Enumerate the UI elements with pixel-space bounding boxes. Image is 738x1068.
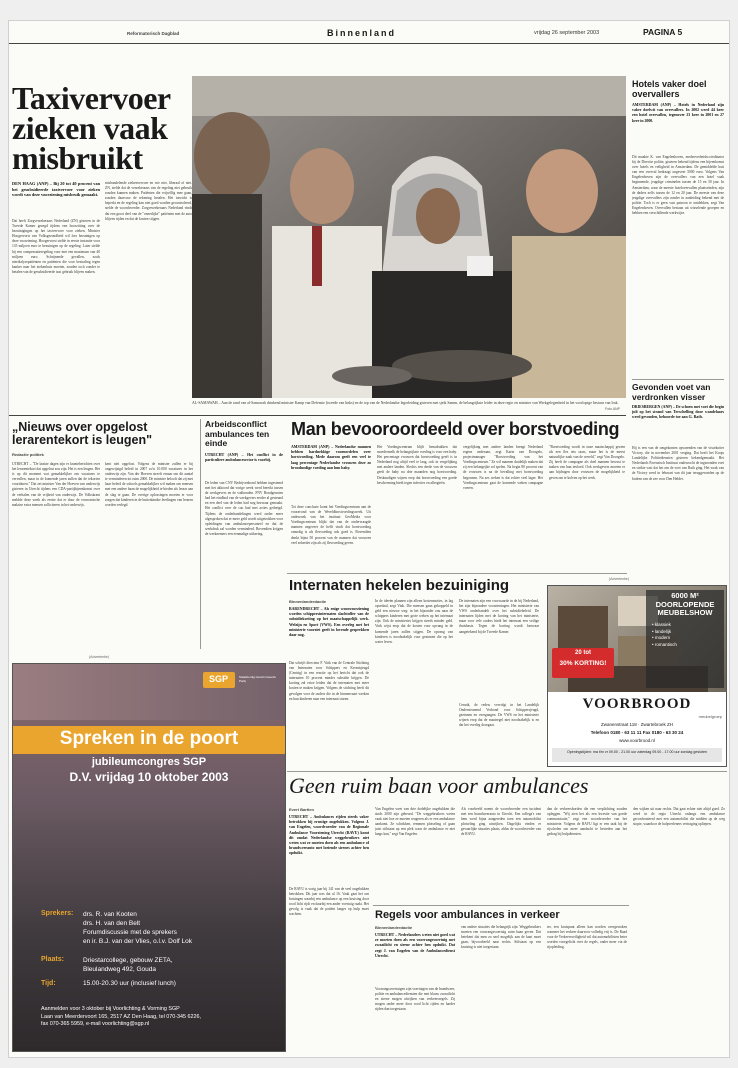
photo-credit: Foto ANP: [605, 407, 620, 411]
ambulances-body-col5: den wijken uit naar rechts. Dat gaat echter niet altijd goed. Zo werd in de regio Utrecht onlangs een ambulance geconfronteerd met een automobilist die midden op de weg stopte, waardoor de hulpverleners vertraging opliepen.: [633, 807, 725, 827]
taxi-body-col1: Dat heeft Zorgverzekeraars Nederland (ZN) gisteren in de Tweede Kamer gezegd tijdens een hoorzitting over de bezuinigingen op het taxivervoer voor zieken. Minister Hoogervorst van Volksgezondheid wil fors bezuinigen op deze voorziening. Hoogervorst stelde in eerste instantie voor 135 miljoen euro te bezuinigen op de regeling. Later stelde hij een compensatieregeling voor met een maximum van 40 miljoen euro. Schrijnende gevallen, zoals nierdialysepatiënten en patiënten die voor bestraling tegen kanker naar het ziekenhuis moeten, zouden toch zonder te betalen van de gesubsidieerde taxi gebruik blijven maken.: [12, 219, 100, 274]
meubel-brand-sub: meubelgroep: [698, 714, 722, 719]
meubel-headline-line: MEUBELSHOW: [657, 608, 713, 617]
internaten-body-col4: Cenuik, de reden, vervolgt in het Landelijk Ondersteunend Verbond voor Schippersjeugd, gezinnen en overgangen. De VWS en het ministerie wijzen erop dat de maatregel niet noodzakelijk is en dat het overleg doorgaat.: [459, 703, 539, 728]
meubel-headline-line: DOORLOPENDE: [655, 599, 715, 609]
page-number: PAGINA 5: [643, 27, 683, 37]
leraren-body-col2: kent niet opgelost. Volgens de minister zullen er bij ongewijzigd beleid in 2007 zo'n 10.000 vacatures in het onderwijs zijn. Van der Hoeven streeft ernaar om dit aantal te verminderen tot ruim 2000. De minister belooft dat zij met haar beleid de schools gemakkelijker wil maken om mensen met een andere baan de mogelijkheid te bieden als leraar aan de slag te gaan. De overige oplossingen moeten er voor zorgen dat kinderen in de buitenlandse leerlingen van leraren worden verlegd.: [105, 462, 193, 507]
photo-illustration: [192, 76, 626, 398]
internaten-body-col3: De internaten zijn een voorwaarde in de bij Nederland, het zijn bijzondere voorzieningen. Het ministerie van VWS onderhandelt over het subsidiebeleid. De internaten lijden met de korting van het ministerie, maar voor vele ouders biedt het internaat een veilige thuisbasis. Tegen de korting wordt bezwaar aangetekend bij de Tweede Kamer.: [459, 599, 539, 634]
sgp-logo-subtitle: Staatkundig Gereformeerde Partij: [239, 675, 277, 683]
meubel-style-label: klassiek: [654, 622, 671, 627]
section-rule-1: [9, 415, 626, 416]
meubel-style-item: • modern: [652, 635, 671, 640]
sgp-footer: [41, 1006, 281, 1029]
sgp-advertisement[interactable]: [12, 663, 286, 1052]
regels-body-col3: ter, een kruispunt alleen kan worden overgestoken wanneer het verkeer daarvoor volledig vrij is. De Raad voor de Verkeersveiligheid wil dat automobilisten beter worden voorgelicht over de regels, onder meer via de rijopleiding.: [547, 925, 627, 950]
taxi-intro: DEN HAAG (ANP) – Bij 20 tot 40 procent van het gesubsidieerde taxivervoer voor zieken wordt van deze voorziening misbruik gemaakt.: [12, 181, 100, 198]
meubel-style-item: • klassiek: [652, 622, 671, 627]
hotels-headline: Hotels vaker doel overvallers: [632, 79, 707, 99]
sgp-speakers-label: Sprekers:: [41, 910, 74, 917]
sgp-speaker: drs. R. van Kooten: [83, 911, 137, 918]
ambulances-body-col3: Als voorbeeld noemt de woordvoerder een incident met een brandweerauto in Utrecht. Een collega's van hem werd bijna aangereden toen een automobilist plotseling ging uitwijken. Dagelijks vinden er gevaarlijke situaties plaats, aldus de woordvoerder van de RAVU.: [461, 807, 541, 837]
internaten-byline: Binnenlandredactie: [289, 599, 327, 604]
sgp-footer-line: Aanmelden voor 3 oktober bij Voorlichting & Vorming SGP: [41, 1006, 180, 1012]
meubel-advertisement[interactable]: [547, 585, 727, 767]
sgp-speakers-list: [83, 910, 192, 946]
borst-intro: AMSTERDAM (ANP) – Nederlandse mannen hebben hardnekkige vooroordelen over borstvoeding. Mede daarom geeft een veel te laag percentage Nederlandse vrouwen deze zo broodnodige voeding aan hun baby.: [291, 445, 371, 470]
arbeid-headline: Arbeidsconflict ambulances ten einde: [205, 419, 270, 448]
arbeid-intro: UTRECHT (ANP) – Het conflict in de particuliere ambulancesector is voorbij.: [205, 453, 283, 463]
meubel-style-label: landelijk: [654, 628, 672, 634]
borst-headline: Man bevooroordeeld over borstvoeding: [291, 419, 620, 439]
sgp-speaker: drs. H. van den Belt: [83, 920, 141, 927]
visser-headline: Gevonden voet van verdronken visser: [632, 382, 711, 402]
internaten-headline: Internaten hekelen bezuiniging: [289, 577, 510, 594]
regels-body-col2: van andere situaties die belangrijk zijn. Weggebruikers moeten een voorrangsvoertuig ruim baan geven. Dat betekent dat men zo snel mogelijk aan de kant moet gaan, bijvoorbeeld naar rechts. Stilstaan op een kruising is niet toegestaan.: [461, 925, 541, 950]
regels-body-col1: Voorrangsvoertuigen zijn voertuigen van de brandweer, politie en ambulancediensten die met blauw zwaailicht en sirene mogen afwijken van verkeersregels. Zij mogen onder meer door rood licht rijden en harder rijden dan toegestaan.: [375, 987, 455, 1012]
internaten-body-col2: In de ideeën plannen zijn alleen kostenmoties, in lag opsedaal, zegt Vink. Die mensen gaan gekoppeld in geld een nieuwe weg: in het bijzonder zou naar de schippers kinderen met grote weken op het internaat zijn. Ook de ministeries krijgen steeds minder geld. Vink wijst erop dat de kosten voor opvang in de komende jaren zullen stijgen. De opvang van kinderen is noodzakelijk voor gezinnen die op het water leven.: [375, 599, 453, 644]
meubel-brand: VOORBROOD: [582, 696, 692, 712]
leraren-body-col1: UTRECHT – "De laatste dagen zijn er kranteberichten over het lerarentekort dat opgelost zou zijn. Het is een leugen. Het is op dit moment wat gemakkelijker om vacatures te vervullen, maar in de komende jaren zullen dat de tekorten voortduren." Dat zei minister Van der Hoeven van onderwijs gisteren in Utrecht tijdens een CDA-partijbijeenkomst over de verhalen van de vrijheid van onderwijs. De Volkskrant meldde deze week als eerste dat er door de economische malaise extra mensen solliciteren in het onderwijs.: [12, 462, 100, 507]
sgp-place: [83, 956, 172, 974]
adv-label-right: (Advertentie): [609, 577, 630, 581]
meubel-web[interactable]: www.voorbrood.nl: [619, 738, 655, 743]
regels-headline: Regels voor ambulances in verkeer: [375, 909, 560, 921]
meubel-hours: Openingstijden: ma t/m vr 09.00 - 21.00 uur zaterdag 09.00 - 17.00 uur zondag gesloten: [566, 750, 708, 754]
sgp-subtitle: jubileumcongres SGP: [91, 756, 207, 768]
adv-label-left: (Advertentie): [89, 655, 110, 659]
sgp-place-line: Bleulandweg 492, Gouda: [83, 966, 157, 973]
meubel-discount-line2: 30% KORTING!: [559, 660, 607, 667]
arbeid-body: De leden van CNV Bedrijvenbond hebben ingestemd met het akkoord dat vorige week werd bereikt tussen de werkgevers en de vakbonden. FNV Bondgenoten had het eindbod van de werkgevers eerder al gesteund en een deel van de leden had nog bezwaar gemaakt. Het conflict over de cao had met acties gedreigd. Tijdens de onderhandelingen werd onder meer afgesproken dat er meer geld wordt uitgetrokken voor opleidingen van ambulancepersoneel en dat de werkdruk zal worden verminderd. Bovendien krijgen de werknemers een eenmalige uitkering.: [205, 481, 283, 536]
sgp-time: 15.00-20.30 uur (inclusief lunch): [83, 980, 176, 987]
sgp-date: D.V. vrijdag 10 oktober 2003: [69, 770, 229, 784]
section-title: Binnenland: [327, 28, 396, 38]
hotels-body: Dit maakte K. van Engelenhoven, medeoverheidscoördinator bij de Directie politie, gisteren bekend tijdens een bijeenkomst over hotels en veiligheid in Amsterdam. De gemiddelde buit van een overval bedraagt ongeveer 5000 euro. Volgens Van Engelenhoven zijn de overvallers van een hotel vaak beginnende, jeugdige criminelen tussen de 15 en 30 jaar. In Amsterdam, waar de meeste hotelovervallen plaatsvinden, zijn de daders zelfs tussen de 12 en 20 jaar. De meeste van deze jeugdige overvallers zijn zonder in aanleiding bekend met de politie. Toch is er geen vast patroon te ontdekken, zegt Van Engelenhoven. Overvallen bestaan uit wisselende groepen en hebben een verschillende werkwijze.: [632, 155, 724, 216]
borst-body-col1: Tot deze conclusie komt het Voedingscentrum aan de vooravond van de Wereldborstvoedingsweek. Uit onderzoek van het instituut GeoMedia voor Voedingscentrum blijkt dat van de ondervraagde mannen ongeveer de helft vindt dat borstvoeding onnodig is als flesvoeding ook goed is. Bovendien denkt bijna 50 procent van de mannen dat vrouwen veel zekerder zijn als zij flesvoeding geven.: [291, 505, 371, 545]
regels-divider: [373, 905, 629, 906]
sgp-title: Spreken in de poort: [59, 728, 239, 749]
ambulances-body-col1: De RAVU is vorig jaar bij 141 van de veel ongelukken betrokken. Dit jaar was dat al 16. Vaak gaat het om botsingen waarbij een ambulance op een kruising door rood licht rijdt en daarbij een ander voertuig raakt. Het gevolg is vaak dat de patiënt langer op hulp moet wachten.: [289, 887, 369, 917]
sgp-speaker: Forumdiscussie met de sprekers: [83, 929, 177, 936]
meubel-phone: Telefoon 0180 - 63 11 11 Fax 0180 - 63 30 24: [590, 730, 684, 735]
sgp-logo-text: SGP: [209, 674, 229, 684]
meubel-headline: [648, 592, 722, 618]
visser-body: Hij is een van de omgekomen opvarenden van de vissekotter Victory, die in november 2001 verging. Dat heeft het Korps Landelijke Politiediensten gisteren bekendgemaakt. Het Nederlands Forensisch Instituut onderzocht de ingezonden voet en strikte vast dat het om de voet van Rath ging. Het wrak van de Victory werd in februari van dit jaar teruggevonden op de bodem van de zee voor Den Helder.: [632, 446, 724, 481]
taxi-body-col2: mishandelende ziekenvervoer en wie niet, liberaal of niet. ZN, stelde dat de verzekeraars van de regeling niet gebruik zouden kunnen maken. Patiënten die vrijwillig mee gaan, zouden daarvoor de rekening betalen. Het toezicht is beperkt en de regeling kan niet goed worden gecontroleerd, stelde de woordvoerder. Zorgverzekeraars Nederland vindt dat een groot deel van de "oneerlijke" patiënten met de auto blijven rijden en dat de kosten stijgen.: [105, 181, 192, 221]
date-label: vrijdag 26 september 2003: [534, 30, 600, 36]
meubel-discount-line1: 20 tot: [574, 650, 591, 656]
arbeid-divider: [200, 419, 201, 649]
news-photo: [192, 76, 626, 398]
regels-intro: UTRECHT – Nederlanders weten niet goed wat ze moeten doen als een voorrangsvoertuig met zwaailicht en sirene achter hen opduikt. Dat zegt J. van Engelen van de Ambulancedienst Utrecht.: [375, 933, 455, 958]
meubel-headline-line: 6000 M²: [671, 591, 699, 600]
hotels-divider: [632, 379, 724, 380]
ambulances-body-col2: Van Engelen weet van drie dodelijke ongelukken die sinds 2000 zijn gebeurd. "De weggebruikers weten vaak niet hoe ze moeten reageren als er een ambulance aankomt. Ze schrikken, remmen plotseling of gaan juist stilstaan op een plek waar de ambulance er niet langs kan," zegt Van Engelen.: [375, 807, 455, 837]
ambulances-headline: Geen ruim baan voor ambulances: [289, 773, 589, 798]
meubel-style-item: • landelijk: [652, 628, 672, 634]
ambulances-body-col4: dan de verkeersborden die een verplichting zouden opleggen. "Wij zien het als een kwestie van goede communicatie," zegt een woordvoerder van het ministerie. Volgens de RAVU ligt er een taak bij de rijscholen om meer aandacht te besteden aan het gedrag bij hulpdiensten.: [547, 807, 627, 837]
taxi-headline: Taxivervoer zieken vaak misbruikt: [12, 80, 171, 176]
meubel-style-label: modern: [654, 635, 671, 640]
regels-byline: Binnenlandredactie: [375, 925, 413, 930]
section-rule-2: [287, 573, 627, 574]
borst-body-col2: Het Voedingscentrum blijft benadrukken dat moedermelk de belangrijkste voeding is voor een baby. Het percentage vrouwen dat borstvoeding geeft is in Nederland nog altijd veel te laag, ook in vergelijking met andere landen. Slechts een derde van de vrouwen geeft de baby na drie maanden nog borstvoeding. Deskundigen wijzen erop dat borstvoeding een goede bescherming biedt tegen infecties en allergieën.: [377, 445, 457, 485]
paper-name: Reformatorisch Dagblad: [127, 31, 180, 36]
meubel-address: Zwanenstraat 118 · Zwartebroek ZH: [601, 722, 673, 727]
internaten-intro: BARENDRECHT – Als enige woonvoorziening worden schippersinternaten slachtoffer van de subsidiekorting op het maatschappelijk werk. Welzijn en Sport (VWS). Een overleg met het ministerie voorziet geeft in lovende gesprekken daar nog.: [289, 607, 369, 638]
section-rule-3: [287, 771, 727, 772]
ambulances-intro: UTRECHT – Ambulances rijden steeds vaker betrokken bij ernstige ongelukken. Volgens J. van Engelen, woordvoerder van de Regionale Ambulance Voorziening Utrecht (RAVU) komt dit omdat Nederlandse weggebruikers niet weten wat ze moeten doen als een ambulance of brandweerauto met loeiende sirenes achter hen opduikt.: [289, 815, 369, 856]
hotels-intro: AMSTERDAM (ANP) – Hotels in Nederland zijn vaker doelwit van overvallers. In 2002 werd 44 keer een hotel overvallen, tegenover 23 keer in 2001 en 27 keer in 2000.: [632, 103, 724, 123]
visser-intro: DRIESBERGEN (ANP) – De schoen met voet die begin juli op het strand van Terschelling door wandelaars werd gevonden, behoorde toe aan G. Rath.: [632, 405, 724, 420]
sgp-place-line: Driestarcollege, gebouw ZETA,: [83, 957, 173, 964]
newspaper-page: [8, 20, 730, 1058]
sgp-time-label: Tijd:: [41, 980, 56, 987]
leraren-byline: Redactie politiek: [12, 452, 44, 457]
borst-body-col4: "Borstvoeding wordt in onze maatschappij gezien als een fles iets raars, maar het is de meest natuurlijke zaak van de wereld," zegt Van Doorgelo. Zij heeft de campagne als doel mannen bewust te maken van hun invloed. Ook werkgevers moeten er aan bijdragen door vrouwen de mogelijkheid te geven om te kolven op het werk.: [549, 445, 625, 480]
meubel-style-item: • romantisch: [652, 641, 677, 647]
internaten-body-col1: Dat schrijft directeur F. Vink van de Centrale Stichting van Internaten voor Schippers en Kermisjeugd (Centrig) in een reactie op het bericht dat ook de internaten 10 procent minder subsidie krijgen. De korting zal ertoe leiden dat de internaten met meer kosten te maken krijgen. Volgens de stichting heeft dit gevolgen voor de ouders die in de binnenvaart werken en hun kinderen naar een internaat sturen.: [289, 661, 369, 701]
sgp-footer-line: fax 070-365 5959, e-mail voorlichting@sgp.nl: [41, 1021, 150, 1027]
meubel-styles-list: [652, 622, 677, 648]
masthead-rule: [9, 43, 729, 44]
meubel-style-label: romantisch: [654, 641, 677, 647]
borst-body-col3: vergelijking met andere landen brengt Nederland ergens onderaan, zegt Karin van Doorgelo, projectmanager "Borstvoeding van het Voedingscentrum." Ze wil mannen duidelijk maken dat zij een belangrijke rol spelen. Na begin 80 procent van de vrouwen is na de bevalling met borstvoeding begonnen. Na zes weken is dat echter veel lager. Het Voedingscentrum gaat de komende weken campagne voeren.: [463, 445, 543, 490]
sgp-footer-line: Laan van Meerdervoort 165, 2517 AZ Den Haag, tel 070-345 6226,: [41, 1013, 202, 1020]
sgp-place-label: Plaats:: [41, 956, 64, 963]
photo-caption: AL-SAMAWAH – Aan de rand van al-Samawah drinkend minister Kamp van Defensie (tweede van links) en de top van de Nederlandse legerleiding gisteren met sjeik Samm, de belangrijkste leider in deze regio en minister van Werkgelegenheid in het voorlopige bestuur van Irak.: [192, 401, 619, 405]
ambulances-byline: Evert Bartlen: [289, 807, 314, 812]
sgp-ad-header: [13, 664, 285, 720]
sgp-speaker: en ir. B.J. van der Vlies, o.l.v. Dolf Lok: [83, 938, 192, 945]
leraren-headline: „Nieuws over opgelost lerarentekort is leugen": [12, 420, 153, 447]
